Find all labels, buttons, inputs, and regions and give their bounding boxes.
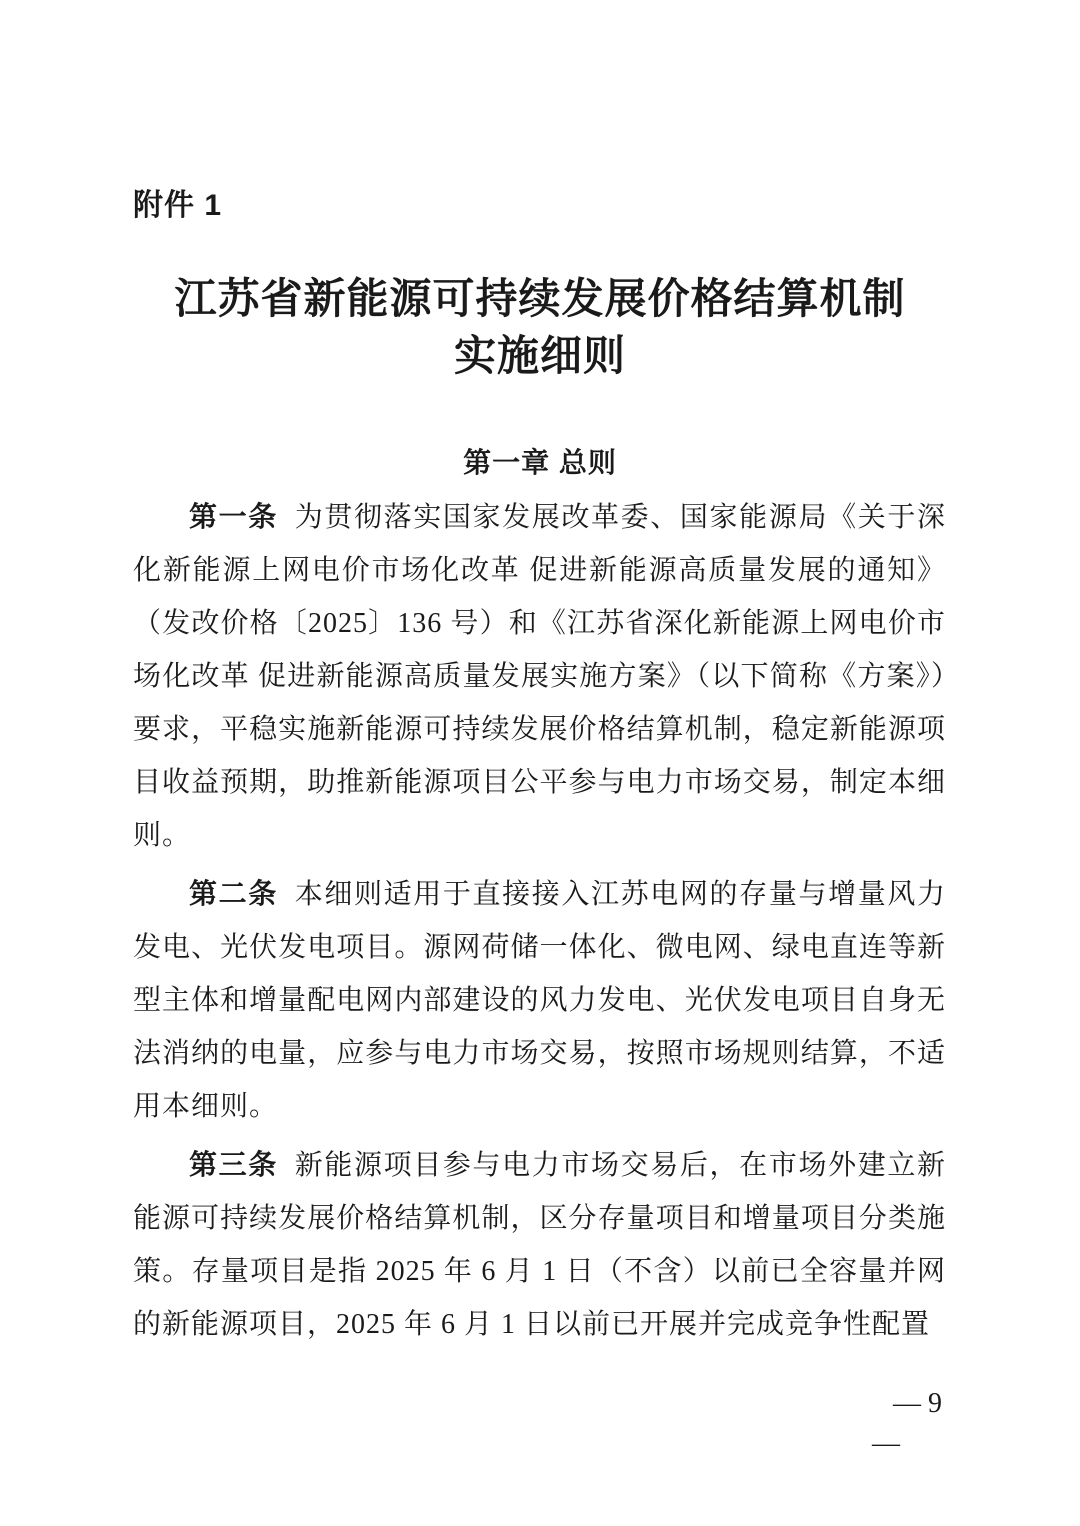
article-text-3: 新能源项目参与电力市场交易后，在市场外建立新能源可持续发展价格结算机制，区分存量项目和增量项目分类施策。存量项目是指 2025 年 6 月 1 日（不含）以前已全容量并网的新能源项目，2025 年 6 月 1 日以前已开展并完成竞争性配置 <box>133 1150 946 1340</box>
document-title-line2: 实施细则 <box>453 334 626 380</box>
attachment-label: 附件 1 <box>133 189 223 222</box>
document-body <box>133 490 946 1356</box>
page-footer <box>872 1388 942 1460</box>
chapter-heading: 第一章 总则 <box>463 447 617 478</box>
article-text-2: 本细则适用于直接接入江苏电网的存量与增量风力发电、光伏发电项目。源网荷储一体化、微电网、绿电直连等新型主体和增量配电网内部建设的风力发电、光伏发电项目自身无法消纳的电量，应参与电力市场交易，按照市场规则结算，不适用本细则。 <box>133 879 946 1122</box>
article-paragraph-3 <box>133 1138 946 1351</box>
article-paragraph-2 <box>133 867 946 1133</box>
page-number-marker: — 9 <box>893 1388 942 1419</box>
document-title-line1: 江苏省新能源可持续发展价格结算机制 <box>174 277 906 323</box>
article-label-1: 第一条 <box>189 501 278 532</box>
article-label-3: 第三条 <box>189 1149 278 1180</box>
article-paragraph-1 <box>133 490 946 862</box>
article-label-2: 第二条 <box>189 878 278 909</box>
page-number-dash: — <box>872 1428 900 1459</box>
document-title <box>0 272 1080 386</box>
article-text-1: 为贯彻落实国家发展改革委、国家能源局《关于深化新能源上网电价市场化改革 促进新能源高质量发展的通知》（发改价格〔2025〕136 号）和《江苏省深化新能源上网电价市场化改革 促进新能源高质量发展实施方案》（以下简称《方案》）要求，平稳实施新能源可持续发展价格结算机制，稳定新能源项目收益预期，助推新能源项目公平参与电力市场交易，制定本细则。 <box>133 502 946 851</box>
